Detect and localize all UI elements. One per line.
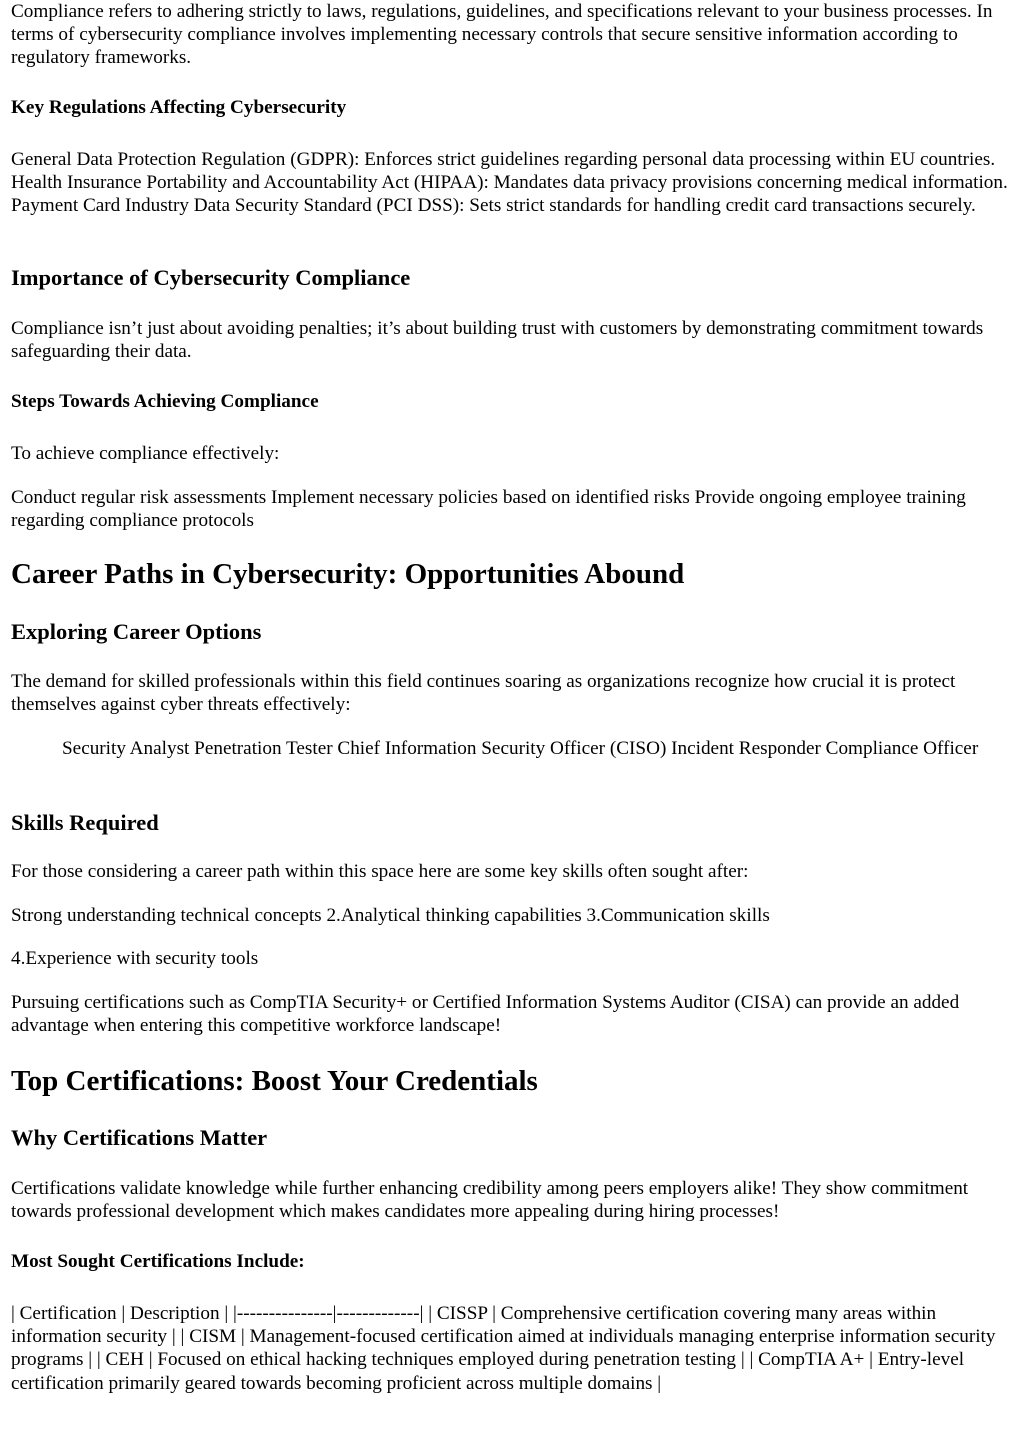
skills-heading: Skills Required	[11, 810, 159, 835]
career-roles-quote: Security Analyst Penetration Tester Chief Information Security Officer (CISO) Incident Responder Compliance Officer	[62, 738, 979, 759]
why-certifications-heading: Why Certifications Matter	[11, 1125, 268, 1150]
steps-heading: Steps Towards Achieving Compliance	[11, 391, 319, 412]
career-options-heading: Exploring Career Options	[11, 619, 262, 644]
skills-line-2: 4.Experience with security tools	[11, 948, 259, 969]
skills-line-1: Strong understanding technical concepts 2.Analytical thinking capabilities 3.Communication skills	[11, 905, 770, 926]
why-certifications-paragraph: Certifications validate knowledge while further enhancing credibility among peers employers alike! They show commitment towards professional development which makes candidates more appealing during hiring processes!	[11, 1178, 969, 1223]
career-options-paragraph: The demand for skilled professionals within this field continues soaring as organizations recognize how crucial it is protect themselves against cyber threats effectively:	[11, 671, 956, 716]
most-sought-heading: Most Sought Certifications Include:	[11, 1251, 305, 1272]
top-certifications-heading: Top Certifications: Boost Your Credentials	[11, 1065, 538, 1097]
key-regulations-heading: Key Regulations Affecting Cybersecurity	[11, 97, 347, 118]
compliance-intro-paragraph: Compliance refers to adhering strictly to laws, regulations, guidelines, and specifications relevant to your business processes. In terms of cybersecurity compliance involves implementing necessary controls that secure sensitive information according to regulatory frameworks.	[11, 1, 993, 69]
key-regulations-paragraph: General Data Protection Regulation (GDPR): Enforces strict guidelines regarding personal data processing within EU countries. Health Insurance Portability and Accountability Act (HIPAA): Mandates data privacy provisions concerning medical information. Payment Card Industry Data Security Standard (PCI DSS): Sets strict standards for handling credit card transactions securely.	[11, 149, 1008, 217]
certifications-note-paragraph: Pursuing certifications such as CompTIA Security+ or Certified Information Systems Auditor (CISA) can provide an added advantage when entering this competitive workforce landscape!	[11, 992, 960, 1037]
skills-intro-paragraph: For those considering a career path within this space here are some key skills often sought after:	[11, 861, 749, 882]
steps-intro-paragraph: To achieve compliance effectively:	[11, 443, 280, 464]
steps-list-paragraph: Conduct regular risk assessments Implement necessary policies based on identified risks Provide ongoing employee training regarding compliance protocols	[11, 487, 966, 532]
importance-heading: Importance of Cybersecurity Compliance	[11, 265, 411, 290]
certifications-table-text: | Certification | Description | |---------------|-------------| | CISSP | Comprehensive certification covering many areas within information security | | CISM | Management-focused certification aimed at individuals managing enterprise information security programs | | CEH | Focused on ethical hacking techniques employed during penetration testing | | CompTIA A+ | Entry-level certification primarily geared towards becoming proficient across multiple domains |	[11, 1303, 996, 1394]
career-paths-heading: Career Paths in Cybersecurity: Opportunities Abound	[11, 558, 685, 590]
importance-paragraph: Compliance isn’t just about avoiding penalties; it’s about building trust with customers by demonstrating commitment towards safeguarding their data.	[11, 318, 984, 363]
